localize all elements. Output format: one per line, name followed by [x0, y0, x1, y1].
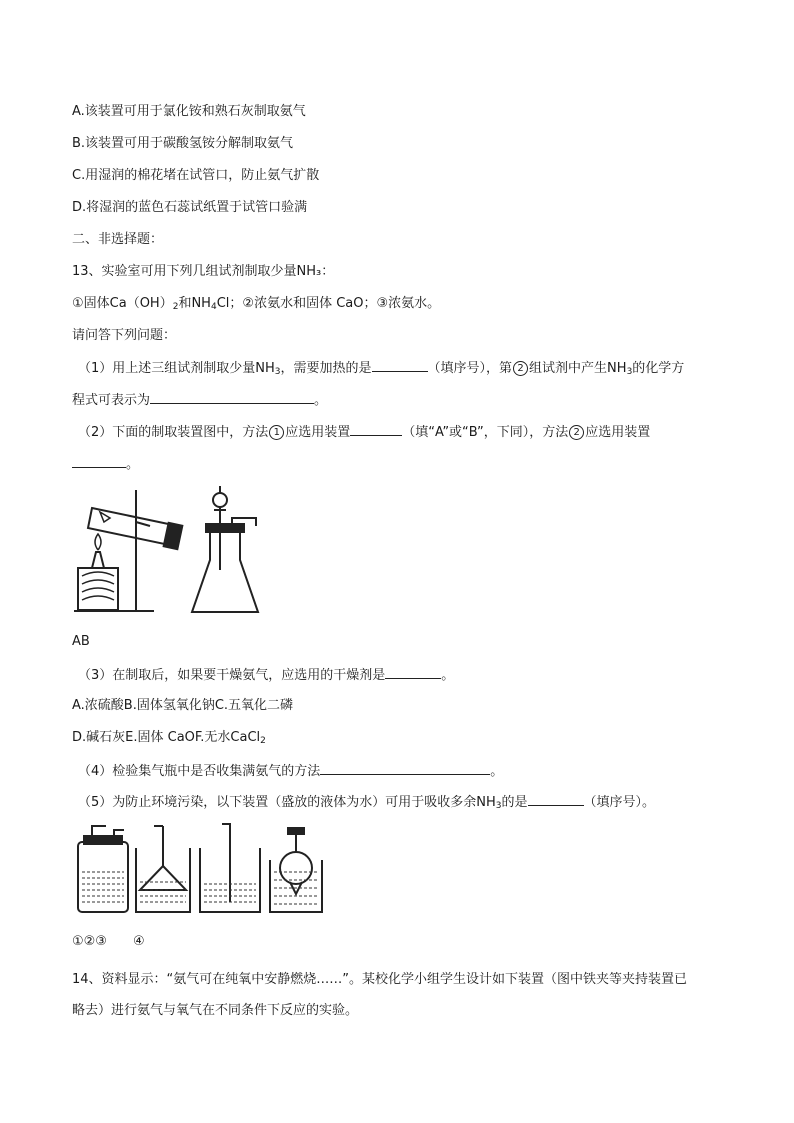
text: 应选用装置: [285, 425, 351, 440]
subscript: 4: [210, 302, 217, 312]
reagent-1-part1: 固体Ca（OH）: [83, 296, 173, 311]
text: 。: [441, 668, 455, 683]
circled-number: 1: [269, 425, 284, 440]
q13-part2: [78, 421, 650, 443]
answer-blank[interactable]: [72, 453, 126, 468]
q13-part5: [78, 791, 655, 816]
section-title: 二、非选择题：: [72, 232, 164, 247]
option-a: A.该装置可用于氯化铵和熟石灰制取氨气: [72, 104, 306, 119]
answer-blank[interactable]: [350, 421, 402, 436]
text: （5）为防止环境污染，以下装置（盛放的液体为水）可用于吸收多余NH: [78, 795, 496, 810]
text: 的化学方: [632, 361, 685, 376]
subscript: 3: [274, 367, 281, 377]
text: ④: [132, 934, 145, 949]
subscript: 3: [626, 367, 633, 377]
q13-part4: [78, 760, 503, 782]
subscript: 3: [495, 801, 502, 811]
text: 。: [490, 764, 504, 779]
reagent-1-part3: Cl；: [216, 296, 243, 311]
answer-blank[interactable]: [372, 357, 428, 372]
text: 。: [314, 393, 328, 408]
text: 。: [126, 457, 140, 472]
reagent-1-part2: 和NH: [178, 296, 211, 311]
answer-blank[interactable]: [150, 389, 314, 404]
q13-part3-options-2: [72, 728, 266, 751]
circled-number: 2: [569, 425, 584, 440]
reagent-3: 浓氨水。: [388, 296, 441, 311]
answer-blank[interactable]: [320, 760, 490, 775]
text: 的是: [501, 795, 528, 810]
figure-label-ab: AB: [72, 634, 90, 649]
text: 程式可表示为: [72, 393, 151, 408]
mark-3: ③: [376, 296, 389, 311]
text: ，需要加热的是: [280, 361, 372, 376]
apparatus-figure-ab: [70, 480, 270, 620]
text: （填序号），第: [427, 361, 513, 376]
mark-2: ②: [242, 296, 255, 311]
q13-part1-cont: [72, 389, 327, 411]
reagent-2: 浓氨水和固体 CaO；: [254, 296, 377, 311]
q13-part2-cont: [72, 453, 139, 475]
subscript: 2: [172, 302, 179, 312]
subscript: 2: [260, 736, 266, 746]
text: （3）在制取后，如果要干燥氨气，应选用的干燥剂是: [78, 668, 386, 683]
text: （4）检验集气瓶中是否收集满氨气的方法: [78, 764, 321, 779]
option-c: C.用湿润的棉花堵在试管口，防止氨气扩散: [72, 168, 320, 183]
text: 组试剂中产生NH: [529, 361, 627, 376]
text: （2）下面的制取装置图中，方法: [78, 425, 269, 440]
mark-1: ①: [72, 296, 84, 311]
absorption-apparatus-figure: [72, 820, 332, 920]
text: ①②③: [72, 934, 107, 949]
q14-line2: 略去）进行氨气与氧气在不同条件下反应的实验。: [72, 1003, 359, 1018]
q13-part3: [78, 664, 454, 686]
text: （填“A”或“B”，下同），方法: [402, 425, 569, 440]
q14-line1: 14、资料显示：“氨气可在纯氧中安静燃烧……”。某校化学小组学生设计如下装置（图中铁夹等夹持装置已: [72, 972, 688, 987]
text: D.碱石灰E.固体 CaOF.无水CaCl: [72, 730, 261, 745]
q13-stem: 13、实验室可用下列几组试剂制取少量NH₃：: [72, 264, 335, 279]
q13-ask: 请问答下列问题：: [72, 328, 177, 343]
option-d: D.将湿润的蓝色石蕊试纸置于试管口验满: [72, 200, 308, 215]
q13-reagents: [72, 294, 440, 317]
answer-blank[interactable]: [385, 664, 441, 679]
text: （填序号）。: [583, 795, 656, 810]
answer-blank[interactable]: [528, 791, 584, 806]
q13-part1: [78, 357, 684, 382]
text: （1）用上述三组试剂制取少量NH: [78, 361, 275, 376]
option-b: B.该装置可用于碳酸氢铵分解制取氨气: [72, 136, 294, 151]
text: 应选用装置: [585, 425, 651, 440]
q13-part3-options-1: A.浓硫酸B.固体氢氧化钠C.五氧化二磷: [72, 698, 294, 713]
figure-labels-1-4: [72, 932, 145, 952]
circled-number: 2: [513, 361, 528, 376]
